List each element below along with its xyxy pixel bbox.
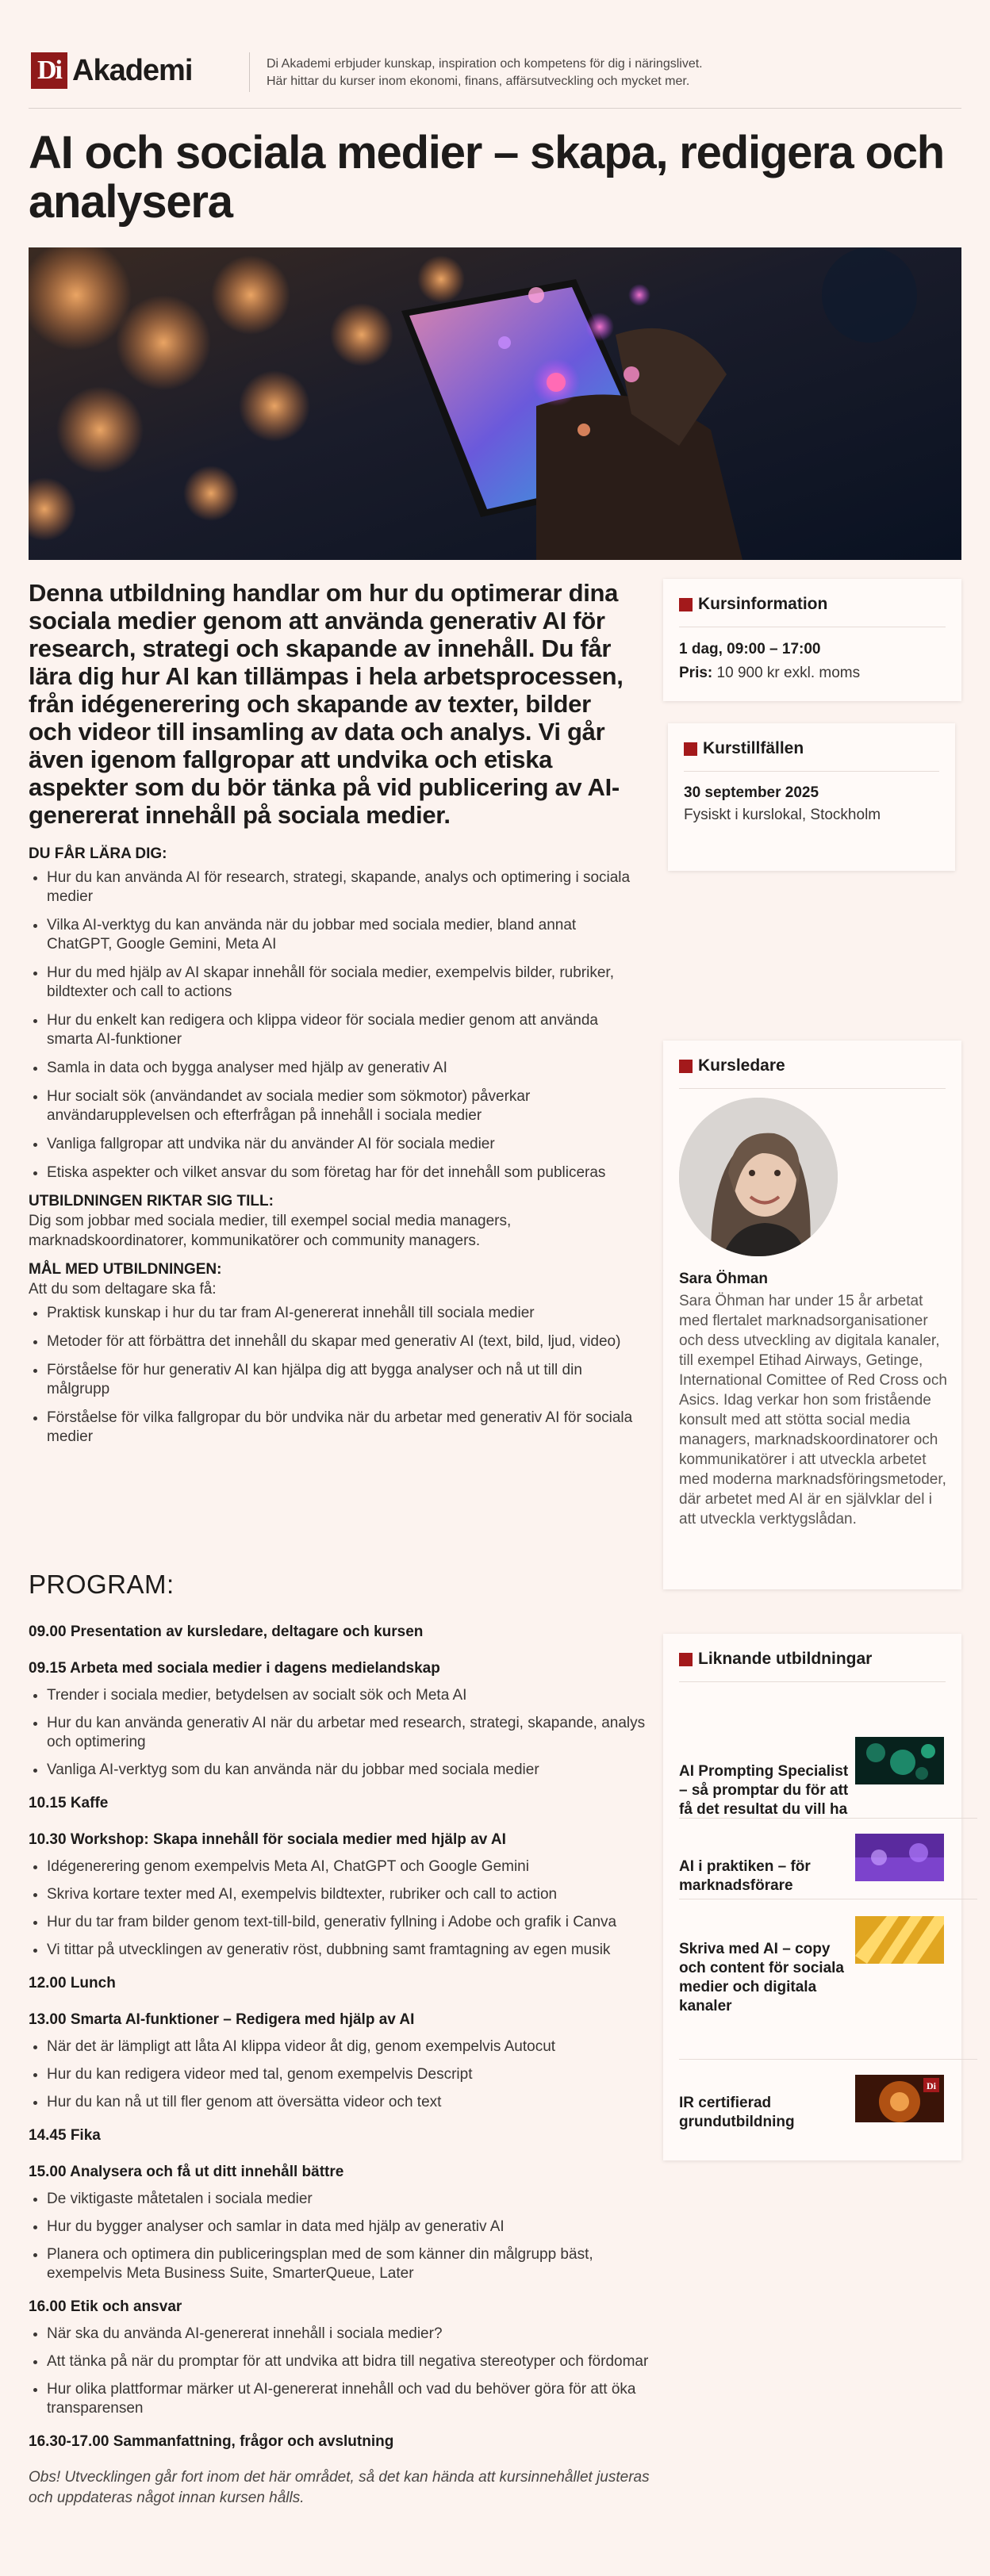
program-slot: 14.45 Fika (29, 2127, 101, 2144)
similar-course-thumbnail (855, 1916, 944, 1964)
list-item: • Metoder för att förbättra det innehåll du skapar med generativ AI (text, bild, ljud, video) (47, 1332, 639, 1351)
program-slot: 10.30 Workshop: Skapa innehåll för sociala medier med hjälp av AI (29, 1831, 506, 1848)
similar-course-title: AI i praktiken – för marknadsförare (679, 1858, 811, 1894)
list-item: • Hur du kan nå ut till fler genom att översätta videor och text (47, 2093, 655, 2112)
course-duration: 1 dag, 09:00 – 17:00 (679, 641, 821, 657)
program-slot: 12.00 Lunch (29, 1975, 116, 1991)
learn-heading: DU FÅR LÄRA DIG: (29, 845, 167, 862)
accent-square-icon (684, 742, 697, 756)
similar-course-link[interactable] (679, 2065, 990, 2152)
page-title: AI och sociala medier – skapa, redigera och analysera (29, 127, 945, 228)
list-item: • Samla in data och bygga analyser med hjälp av generativ AI (47, 1059, 639, 1078)
similar-divider (679, 2059, 977, 2060)
site-header (29, 41, 961, 108)
thumbnail-di-mark: Di (927, 2080, 936, 2091)
program-slot: 13.00 Smarta AI-funktioner – Redigera med hjälp av AI (29, 2011, 415, 2028)
similar-course-title: AI Prompting Specialist – så promptar du för att få det resultat du vill ha (679, 1763, 849, 1818)
logo-word: Akademi (72, 53, 193, 87)
similar-course-link[interactable] (679, 1689, 990, 1818)
list-item: • Planera och optimera din publiceringsplan med de som känner din målgrupp bäst, exempelvis Meta Business Suite, SmarterQueue, Later (47, 2245, 655, 2283)
program-slot-list (29, 2037, 655, 2112)
di-akademi-logo[interactable] (31, 52, 192, 89)
similar-courses-card (663, 1634, 961, 2160)
list-item: • Idégenerering genom exempelvis Meta AI, ChatGPT och Google Gemini (47, 1857, 655, 1876)
program-slot: 16.00 Etik och ansvar (29, 2298, 182, 2315)
goals-intro: Att du som deltagare ska få: (29, 1281, 217, 1298)
lead-paragraph: Denna utbildning handlar om hur du optimerar dina sociala medier genom att använda generativ AI för research, strategi och skapande av innehåll. Du får lära dig hur AI kan tillämpas i hela arbetsprocessen, från idégenerering och skapande av texter, bilder och videor till insamling av data och analys. Vi går även igenom fallgropar att undvika och etiska aspekter som du bör tänka på vid publicering av AI-genererat innehåll på sociala medier. (29, 579, 624, 829)
list-item: • Hur du bygger analyser och samlar in data med hjälp av generativ AI (47, 2218, 655, 2237)
goals-list (29, 1304, 639, 1447)
sessions-title-text: Kurstillfällen (703, 739, 804, 757)
program-slot: 16.30-17.00 Sammanfattning, frågor och avslutning (29, 2433, 394, 2450)
list-item: • Skriva kortare texter med AI, exempelvis bildtexter, rubriker och call to action (47, 1885, 655, 1904)
list-item: • Vanliga AI-verktyg som du kan använda när du jobbar med sociala medier (47, 1761, 655, 1780)
list-item: • Hur du kan använda AI för research, strategi, skapande, analys och optimering i sociala medier (47, 868, 639, 907)
header-rule (29, 108, 961, 109)
similar-course-link[interactable] (679, 1907, 990, 2026)
teacher-title (679, 1056, 785, 1075)
program-section (29, 1569, 655, 2509)
list-item: • Förståelse för hur generativ AI kan hjälpa dig att bygga analyser och nå ut till din målgrupp (47, 1361, 639, 1399)
list-item: • Hur olika plattformar märker ut AI-genererat innehåll och vad du behöver göra för att öka transparensen (47, 2380, 655, 2418)
program-slot-list (29, 2325, 655, 2418)
similar-divider (679, 1818, 977, 1819)
list-item: • Hur du enkelt kan redigera och klippa videor för sociala medier genom att använda smarta AI-funktioner (47, 1011, 639, 1049)
list-item: • Hur du med hjälp av AI skapar innehåll för sociala medier, exempelvis bilder, rubriker, bildtexter och call to actions (47, 964, 639, 1002)
teacher-title-text: Kursledare (698, 1056, 785, 1075)
main-content (29, 579, 639, 1456)
header-tagline (267, 56, 822, 90)
course-info-body (679, 638, 949, 685)
logo-mark: Di (31, 52, 67, 89)
course-info-title (679, 595, 827, 614)
program-slot-list (29, 2190, 655, 2283)
program-slot: 09.15 Arbeta med sociala medier i dagens medielandskap (29, 1660, 440, 1677)
list-item: • Vanliga fallgropar att undvika när du använder AI för sociala medier (47, 1135, 639, 1154)
list-item: • Trender i sociala medier, betydelsen av socialt sök och Meta AI (47, 1686, 655, 1705)
list-item: • Hur du kan redigera videor med tal, genom exempelvis Descript (47, 2065, 655, 2084)
accent-square-icon (679, 598, 693, 611)
teacher-bio: Sara Öhman har under 15 år arbetat med flertalet marknadsorganisationer och dess utveckling av digitala kanaler, till exempel Etihad Airways, Getinge, International Comittee of Red Cross och Asics. Idag verkar hon som fristående konsult med att stötta social media managers, marknadskoordinatorer och kommunikatörer i att utveckla arbetet med moderna marknadsföringsmetoder, där arbetet med AI är en självklar del i att utveckla verktygslådan. (679, 1293, 947, 1528)
teacher-card (663, 1041, 961, 1589)
list-item: • Vilka AI-verktyg du kan använda när du jobbar med sociala medier, bland annat ChatGPT, Google Gemini, Meta AI (47, 916, 639, 954)
session-item[interactable] (684, 782, 946, 826)
similar-title-text: Liknande utbildningar (698, 1650, 873, 1668)
accent-square-icon (679, 1653, 693, 1666)
thumbnail-illustration (855, 2075, 944, 2122)
list-item: • Praktisk kunskap i hur du tar fram AI-genererat innehåll till sociala medier (47, 1304, 639, 1323)
audience-heading: UTBILDNINGEN RIKTAR SIG TILL: (29, 1193, 274, 1209)
list-item: • Vi tittar på utvecklingen av generativ röst, dubbning samt framtagning av egen musik (47, 1941, 655, 1960)
list-item: • Förståelse för vilka fallgropar du bör undvika när du arbetar med generativ AI för sociala medier (47, 1409, 639, 1447)
similar-course-title: IR certifierad grundutbildning (679, 2095, 795, 2130)
price-label: Pris: (679, 665, 713, 681)
course-price: 10 900 kr exkl. moms (716, 665, 861, 681)
teacher-name: Sara Öhman (679, 1271, 768, 1287)
learn-list (29, 868, 639, 1183)
similar-course-title: Skriva med AI – copy och content för sociala medier och digitala kanaler (679, 1941, 844, 2014)
thumbnail-illustration (855, 1916, 944, 1964)
course-info-card (663, 579, 961, 701)
session-date: 30 september 2025 (684, 784, 819, 801)
header-divider (249, 52, 250, 92)
program-slot: 10.15 Kaffe (29, 1795, 109, 1811)
program-slot-list (29, 1686, 655, 1780)
session-location: Fysiskt i kurslokal, Stockholm (684, 807, 881, 823)
list-item: • När det är lämpligt att låta AI klippa videor åt dig, genom exempelvis Autocut (47, 2037, 655, 2057)
list-item: • Etiska aspekter och vilket ansvar du som företag har för det innehåll som publiceras (47, 1163, 639, 1183)
goals-heading: MÅL MED UTBILDNINGEN: (29, 1261, 222, 1278)
program-slot: 09.00 Presentation av kursledare, deltagare och kursen (29, 1623, 424, 1640)
course-info-title-text: Kursinformation (698, 595, 828, 613)
similar-course-thumbnail (855, 1737, 944, 1784)
hero-image (29, 247, 961, 560)
list-item: • Hur du kan använda generativ AI när du arbetar med research, strategi, skapande, analys och optimering (47, 1714, 655, 1752)
similar-course-thumbnail (855, 1834, 944, 1881)
list-item: • De viktigaste måtetalen i sociala medier (47, 2190, 655, 2209)
accent-square-icon (679, 1060, 693, 1073)
similar-title (679, 1650, 872, 1669)
card-rule (684, 771, 939, 772)
list-item: • Hur du tar fram bilder genom text-till-bild, generativ fyllning i Adobe och grafik i Canva (47, 1913, 655, 1932)
list-item: • När ska du använda AI-genererat innehåll i sociala medier? (47, 2325, 655, 2344)
thumbnail-illustration (855, 1834, 944, 1881)
thumbnail-illustration (855, 1737, 944, 1784)
similar-course-thumbnail (855, 2075, 944, 2122)
audience-text: Dig som jobbar med sociala medier, till exempel social media managers, marknadskoordinatorer, kommunikatörer och community managers. (29, 1213, 512, 1249)
program-heading: PROGRAM: (29, 1570, 175, 1599)
teacher-portrait-illustration (679, 1098, 838, 1256)
program-slot-list (29, 1857, 655, 1960)
list-item: • Hur socialt sök (användandet av sociala medier som sökmotor) påverkar användarupplevelsen och efterfrågan på innehåll i sociala medier (47, 1087, 639, 1125)
teacher-avatar (679, 1098, 838, 1256)
tagline-line-1: Di Akademi erbjuder kunskap, inspiration och kompetens för dig i näringslivet. (267, 57, 703, 71)
program-slot: 15.00 Analysera och få ut ditt innehåll bättre (29, 2164, 344, 2180)
sessions-title (684, 739, 804, 758)
program-note: Obs! Utvecklingen går fort inom det här området, så det kan hända att kursinnehållet justeras och uppdateras något innan kursen hålls. (29, 2469, 650, 2506)
hero-phone-bokeh-illustration (29, 247, 961, 560)
list-item: • Att tänka på när du promptar för att undvika att bidra till negativa stereotyper och fördomar (47, 2352, 655, 2371)
card-rule (679, 1088, 946, 1089)
card-rule (679, 1681, 946, 1682)
tagline-line-2: Här hittar du kurser inom ekonomi, finans, affärsutveckling och mycket mer. (267, 75, 690, 88)
sessions-card[interactable] (668, 723, 955, 871)
